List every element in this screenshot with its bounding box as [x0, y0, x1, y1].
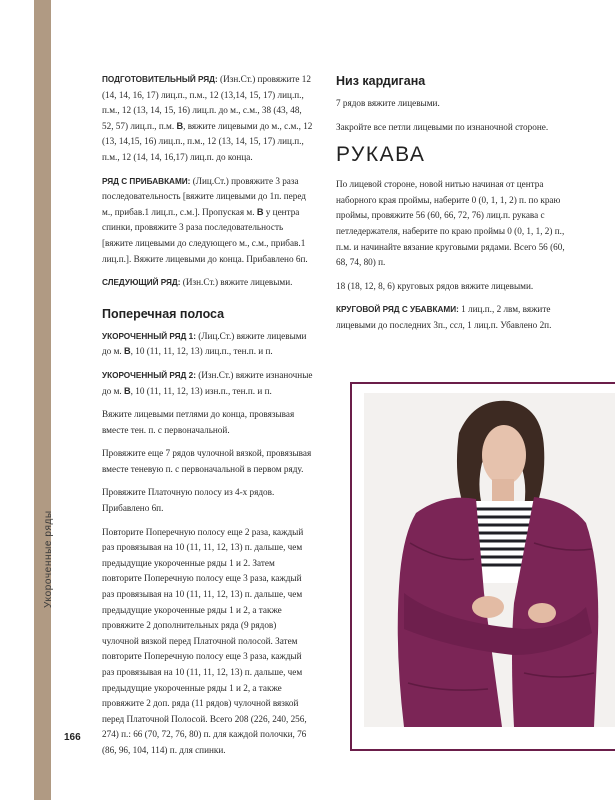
- next-row: СЛЕДУЮЩИЙ РЯД: (Изн.Ст.) вяжите лицевыми.: [102, 277, 293, 288]
- increase-row-label: РЯД С ПРИБАВКАМИ:: [102, 176, 191, 186]
- short-row-1: УКОРОЧЕННЫЙ РЯД 1: (Лиц.Ст.) вяжите лицевыми до м. B, 10 (11, 11, 12, 13) лиц.п., тен.п. и п.: [102, 330, 307, 357]
- paragraph: 18 (18, 12, 8, 6) круговых рядов вяжите лицевыми.: [336, 280, 534, 291]
- decrease-row: КРУГОВОЙ РЯД С УБАВКАМИ: 1 лиц.п., 2 лвм, вяжите лицевыми до последних 3п., ссл, 1 лиц.п. Убавлено 2п.: [336, 304, 552, 330]
- prep-row-label: ПОДГОТОВИТЕЛЬНЫЙ РЯД:: [102, 75, 218, 84]
- paragraph: Вяжите лицевыми петлями до конца, провязывая вместе тен. п. с первоначальной.: [102, 409, 295, 435]
- paragraph: По лицевой стороне, новой нитью начиная от центра наборного края проймы, наберите 0 (0, 1, 1, 2) п. по краю проймы, провяжите 56 (60, 66, 72, 76) лиц.п. рукава с петледержателя, наберите по краю проймы 0 (0, 1, 1, 2) п., п.м. и начинайте вязание круговыми рядами. Всего 56 (60, 68, 74, 80) п.: [336, 179, 565, 268]
- increase-row: РЯД С ПРИБАВКАМИ: (Лиц.Ст.) провяжите 3 раза последовательность [вяжите лицевыми до 1п. перед м., прибав.1 лиц.п., с.м.]. Пропуская м. B у центра спинки, провяжите 3 раза последовательность [вяжите лицевыми до следующего м., с.м., прибав.1 лиц.п.]. Вяжите лицевыми до конца. Прибавлено 6п.: [102, 175, 308, 264]
- short-row-2-label: УКОРОЧЕННЫЙ РЯД 2:: [102, 370, 196, 380]
- paragraph: Провяжите Платочную полосу из 4-х рядов. Прибавлено 6п.: [102, 487, 275, 514]
- next-row-label: СЛЕДУЮЩИЙ РЯД:: [102, 278, 181, 288]
- paragraph: 7 рядов вяжите лицевыми.: [336, 98, 440, 108]
- model-photo: [364, 393, 615, 727]
- short-row-2: УКОРОЧЕННЫЙ РЯД 2: (Изн.Ст.) вяжите изнаночные до м. B, 10 (11, 11, 12, 13) изн.п., тен.п. и п.: [102, 369, 313, 396]
- paragraph: Провяжите еще 7 рядов чулочной вязкой, провязывая вместе теневую п. с первоначальной в первом ряду.: [102, 448, 312, 474]
- paragraph: Закройте все петли лицевыми по изнаночной стороне.: [336, 121, 549, 132]
- short-row-1-label: УКОРОЧЕННЫЙ РЯД 1:: [102, 331, 196, 341]
- right-column: [336, 74, 566, 342]
- paragraph: Повторите Поперечную полосу еще 2 раза, каждый раз провязывая на 10 (11, 11, 12, 13) п. дальше, чем предыдущие укороченные ряды 1 и 2. Затем повторите Поперечную полосу еще 3 раза, каждый раз провязывая на 10 (11, 11, 12, 13) п. дальше, чем предыдущие укороченные ряды 1 и 2, а также провяжите 2 дополнительных ряда (9 рядов) чулочной вязкой перед Платочной полосой. Затем повторите Поперечную полосу еще 3 раза, каждый раз провязывая на 10 (11, 11, 12, 13) п. дальше, чем предыдущие укороченные ряды 1 и 2, а также провяжите 2 доп. ряда (11 рядов) чулочной вязкой перед Платочной Полосой. Всего 208 (226, 240, 256, 274) п.: 66 (70, 72, 76, 80) п. для каждой полочки, 76 (86, 96, 104, 114) п. для спинки.: [102, 526, 307, 755]
- page-number: 166: [64, 732, 81, 743]
- left-column: [102, 72, 314, 767]
- sidebar-band: [34, 0, 51, 800]
- section-heading-hem: Низ кардигана: [336, 74, 426, 88]
- decrease-row-label: КРУГОВОЙ РЯД С УБАВКАМИ:: [336, 305, 459, 315]
- section-heading-stripe: Поперечная полоса: [102, 306, 225, 321]
- chapter-title: Укороченные ряды: [43, 510, 54, 608]
- section-heading-sleeves: РУКАВА: [336, 143, 426, 167]
- prep-row: ПОДГОТОВИТЕЛЬНЫЙ РЯД: (Изн.Ст.) провяжите 12 (14, 14, 16, 17) лиц.п., п.м., 12 (13,14, 15, 17) лиц.п., п.м., 12 (13, 14, 15, 16) лиц.п. до м., с.м., 38 (43, 48, 52, 57) лиц.п., п.м. B, вяжите лицевыми до м., с.м., 12 (13, 14,15, 16) лиц.п., п.м., 12 (13, 14, 15, 17) лиц.п., п.м., 12 (14, 14, 16,17) лиц.п. до конца.: [102, 74, 313, 162]
